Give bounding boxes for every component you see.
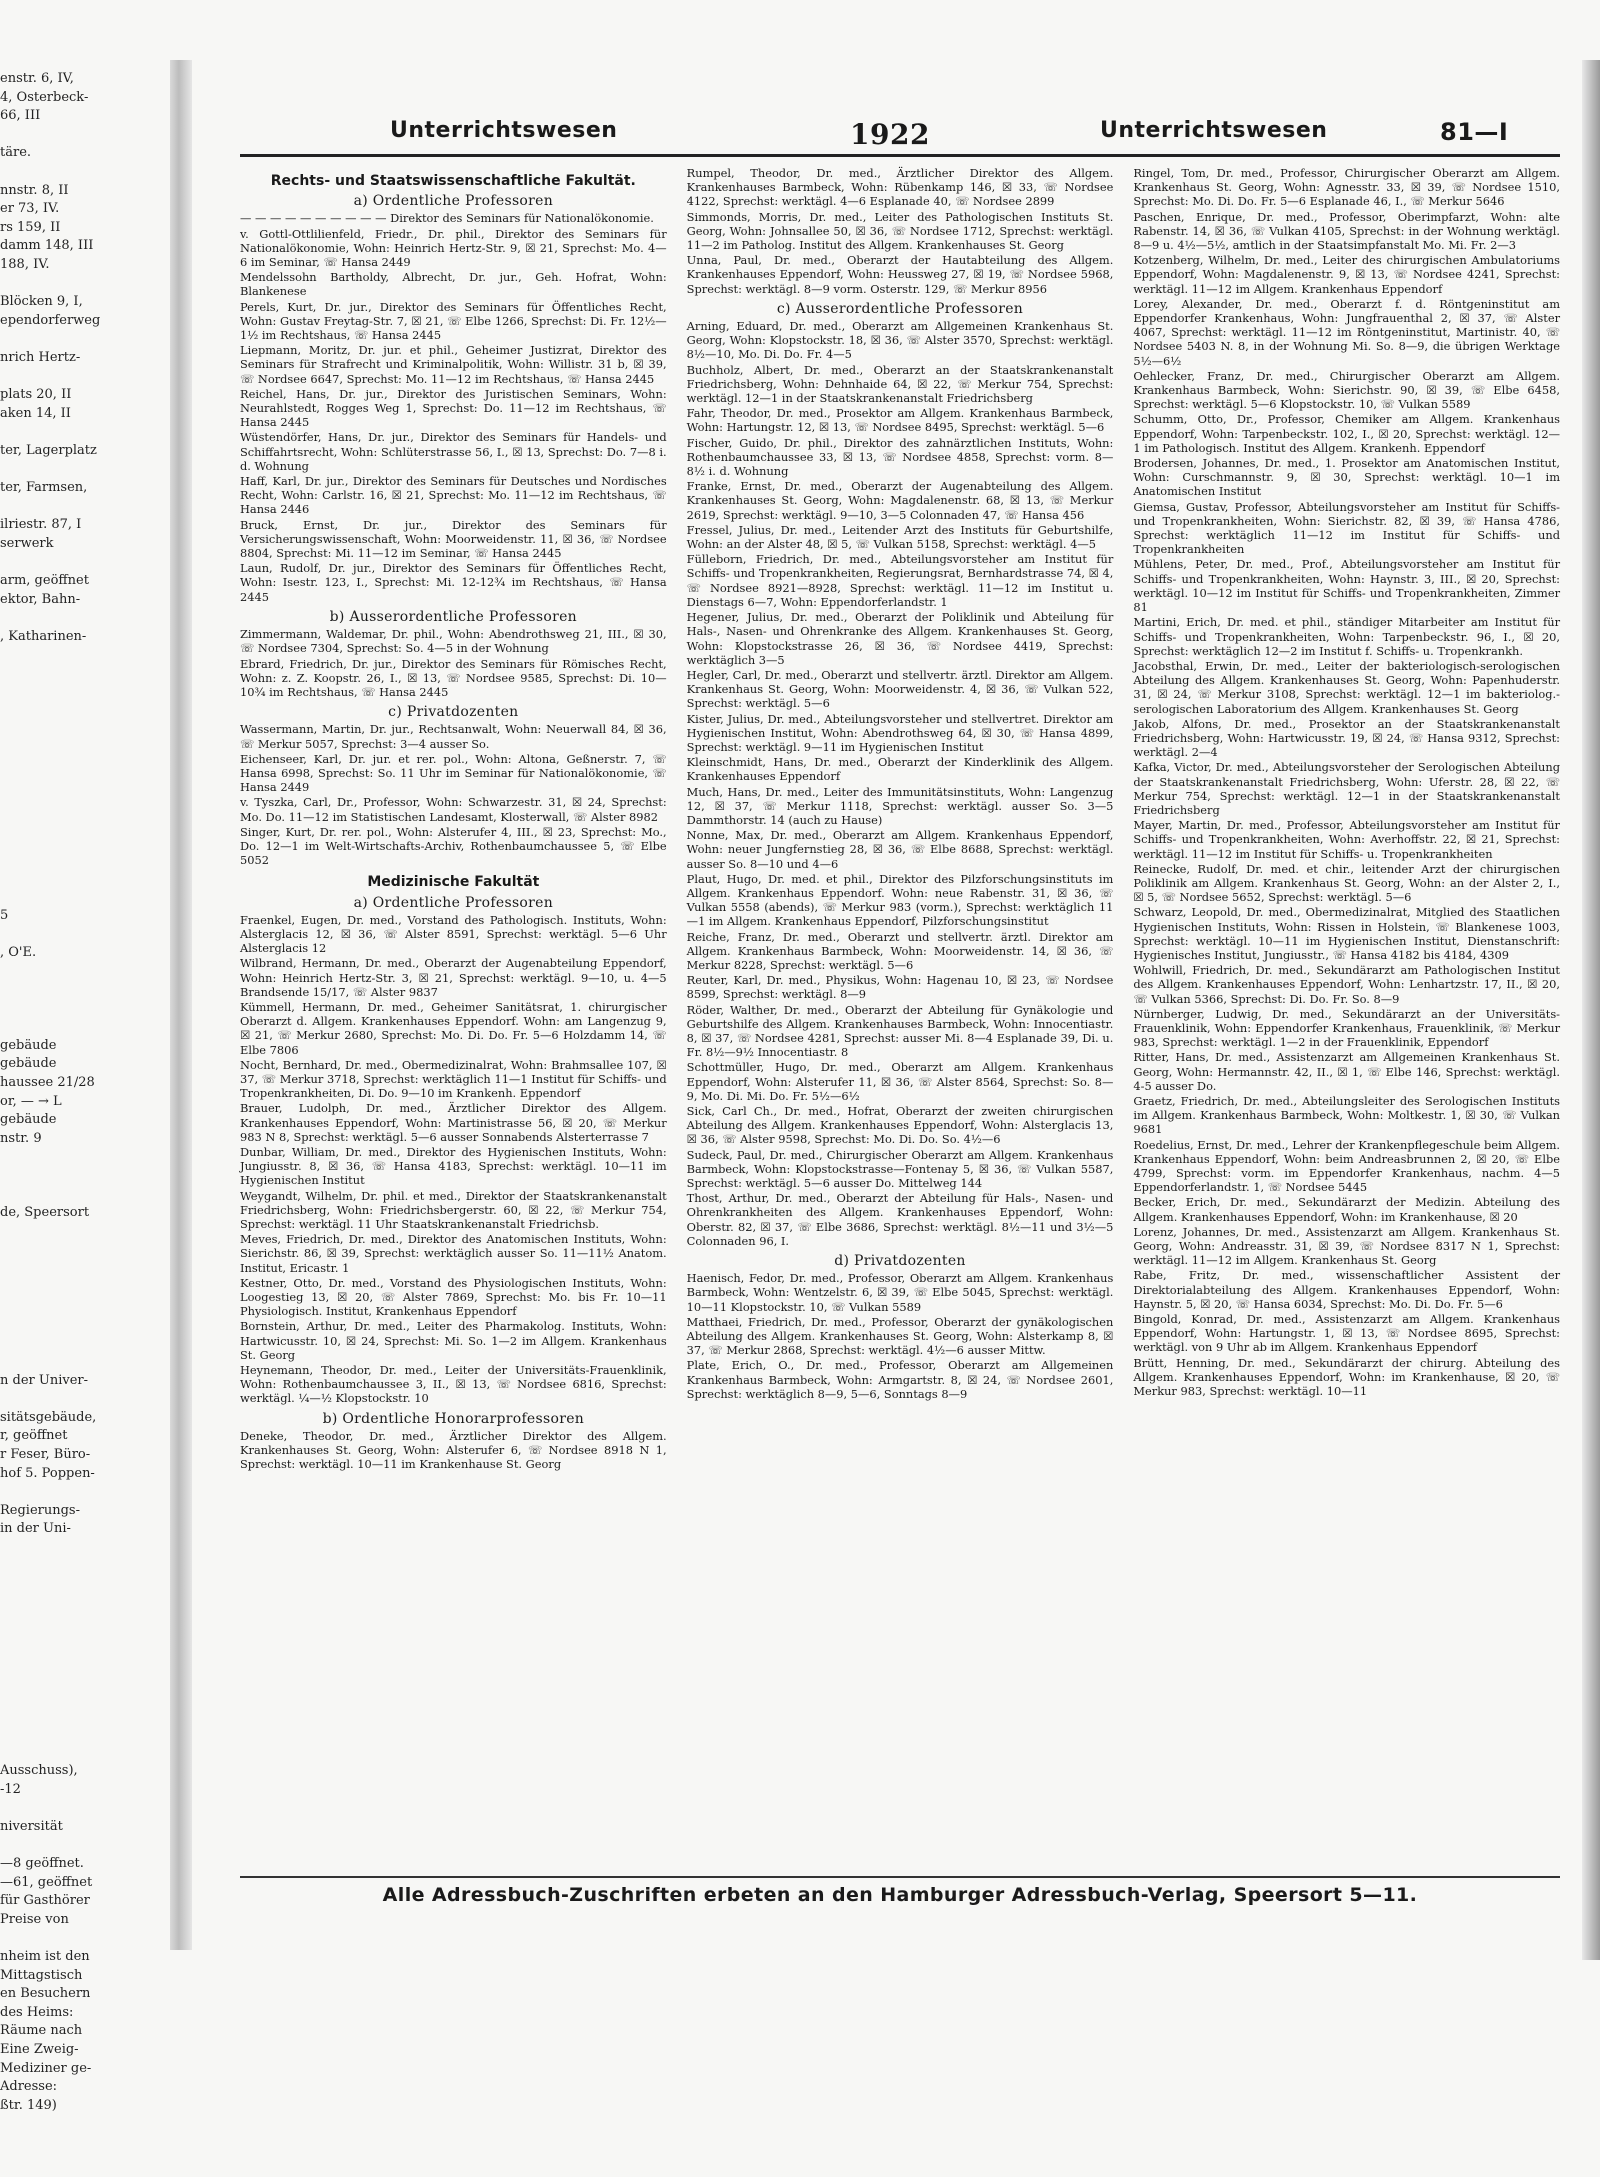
directory-entry: Reinecke, Rudolf, Dr. med. et chir., leitender Arzt der chirurgischen Poliklinik am Allgem. Krankenhaus St. Georg, Wohn: an der Alster 2, I., ☒ 5, ☏ Nordsee 5652, Sprechst: werktägl. 5—6 <box>1133 861 1561 905</box>
directory-entry: Sudeck, Paul, Dr. med., Chirurgischer Oberarzt am Allgem. Krankenhaus Barmbeck, Wohn: Klopstockstrasse—Fontenay 5, ☒ 36, ☏ Vulkan 5587, Sprechst: werktägl. 5—6 ausser Do. Mittelweg 144 <box>686 1147 1114 1191</box>
strip-line: ependorferweg <box>0 312 101 328</box>
directory-entry: Arning, Eduard, Dr. med., Oberarzt am Allgemeinen Krankenhaus St. Georg, Wohn: Klopstockstr. 18, ☒ 36, ☏ Alster 3570, Sprechst: werktägl. 8½—10, Mo. Di. Do. Fr. 4—5 <box>686 319 1114 362</box>
strip-line <box>0 1000 168 1019</box>
strip-line: gebäude <box>0 1056 57 1072</box>
directory-entry: Plaut, Hugo, Dr. med. et phil., Direktor des Pilzforschungsinstituts im Allgem. Krankenhaus Eppendorf. Wohn: neue Rabenstr. 31, ☒ 36, ☏ Vulkan 5558 (abends), ☏ Merkur 983 (vorm.), Sprechst: werktäglich 11—1 im Allgem. Krankenhaus Eppendorf, Pilzforschungsinstitut <box>686 871 1114 929</box>
directory-entry: — — — — — — — — — — Direktor des Seminars für Nationalökonomie. <box>240 211 654 226</box>
strip-line: ilriestr. 87, I <box>0 517 82 533</box>
directory-entry: Oehlecker, Franz, Dr. med., Chirurgischer Oberarzt am Allgem. Krankenhaus Barmbeck, Wohn: Sierichstr. 90, ☒ 39, ☏ Elbe 6458, Sprechst: werktägl. 5—6 Klopstockstr. 10, ☏ Vulkan 5589 <box>1133 368 1561 412</box>
strip-line: 5 <box>0 907 9 923</box>
directory-entry: Singer, Kurt, Dr. rer. pol., Wohn: Alsterufer 4, III., ☒ 23, Sprechst: Mo., Do. 12—1 im Welt-Wirtschafts-Archiv, Rothenbaumchaussee 5, ☏ Elbe 5052 <box>240 824 667 868</box>
strip-line: 188, IV. <box>0 256 50 272</box>
strip-line: serwerk <box>0 535 54 551</box>
strip-line: rs 159, II <box>0 219 61 235</box>
directory-entry: Fischer, Guido, Dr. phil., Direktor des zahnärztlichen Instituts, Wohn: Rothenbaumchaussee 33, ☒ 13, ☏ Nordsee 4858, Sprechst: vorm. 8—8½ i. d. Wohnung <box>686 435 1114 479</box>
strip-line <box>0 1706 168 1725</box>
strip-line <box>0 1595 168 1614</box>
strip-line: nnstr. 8, II <box>0 182 69 198</box>
directory-entry: Unna, Paul, Dr. med., Oberarzt der Hautabteilung des Allgem. Krankenhauses Eppendorf, Wohn: Heussweg 27, ☒ 19, ☏ Nordsee 5968, Sprechst: werktägl. 8—9 vorm. Osterstr. 129, ☏ Merkur 8956 <box>686 253 1114 296</box>
directory-entry: Brodersen, Johannes, Dr. med., 1. Prosektor am Anatomischen Institut, Wohn: Curschmannstr. 9, ☒ 30, Sprechst: werktägl. 10—1 im Anatomischen Institut <box>1133 456 1561 499</box>
directory-entry: Röder, Walther, Dr. med., Oberarzt der Abteilung für Gynäkologie und Geburtshilfe des Allgem. Krankenhauses Barmbeck, Wohn: Innocentiastr. 8, ☒ 37, ☏ Nordsee 4281, Sprechst: ausser Mi. 8—4 Esplanade 39, Di. u. Fr. 8½—9½ Innocentiastr. 8 <box>686 1002 1114 1060</box>
directory-entry: Jakob, Alfons, Dr. med., Prosektor an der Staatskrankenanstalt Friedrichsberg, Wohn: Hartwicusstr. 19, ☒ 24, ☏ Hansa 9312, Sprechst: werktägl. 2—4 <box>1133 716 1561 760</box>
strip-line <box>0 981 168 1000</box>
directory-entry: Franke, Ernst, Dr. med., Oberarzt der Augenabteilung des Allgem. Krankenhauses St. Georg, Wohn: Magdalenenstr. 68, ☒ 13, ☏ Merkur 2619, Sprechst: werktägl. 9—10, 3—5 Colonnaden 47, ☏ Hansa 456 <box>686 479 1114 522</box>
strip-line <box>0 368 168 387</box>
strip-line: gebäude <box>0 1037 57 1053</box>
strip-line: -12 <box>0 1781 21 1797</box>
directory-entry: Mendelssohn Bartholdy, Albrecht, Dr. jur., Geh. Hofrat, Wohn: Blankenese <box>240 270 667 299</box>
strip-line <box>0 1334 168 1353</box>
faculty-heading: Medizinische Fakultät <box>367 874 540 891</box>
directory-entry: Lorey, Alexander, Dr. med., Oberarzt f. d. Röntgeninstitut am Eppendorfer Krankenhaus, Wohn: Jungfrauenthal 2, ☒ 37, ☏ Alster 4067, Sprechst: werktägl. 11—12 im Röntgeninstitut, Martinistr. 40, ☏ Nordsee 5403 N. 8, in der Wohnung Mi. So. 8—9, die übrigen Werktage 5½—6½ <box>1133 296 1561 368</box>
directory-entry: Giemsa, Gustav, Professor, Abteilungsvorsteher am Institut für Schiffs- und Tropenkrankheiten, Wohn: Sierichstr. 82, ☒ 39, ☏ Hansa 4786, Sprechst: werktäglich 11—12 im Institut für Schiffs- und Tropenkrankheiten <box>1133 499 1561 557</box>
column-3 <box>1133 166 1560 1866</box>
strip-line <box>0 1725 168 1744</box>
strip-line <box>0 498 168 517</box>
directory-entry: Liepmann, Moritz, Dr. jur. et phil., Geheimer Justizrat, Direktor des Seminars für Strafrecht und Kriminalpolitik, Wohn: Willistr. 31 b, ☒ 39, ☏ Nordsee 6647, Sprechst: Mo. 11—12 im Rechtshaus, ☏ Hansa 2445 <box>240 343 667 386</box>
strip-line: ter, Farmsen, <box>0 480 88 496</box>
directory-entry: Bornstein, Arthur, Dr. med., Leiter des Pharmakolog. Instituts, Wohn: Hartwicusstr. 10, ☒ 24, Sprechst: Mi. So. 1—2 im Allgem. Krankenhaus St. Georg <box>240 1319 667 1362</box>
directory-entry: Rabe, Fritz, Dr. med., wissenschaftlicher Assistent der Direktorialabteilung des Allgem. Krankenhauses Eppendorf, Wohn: Haynstr. 5, ☒ 20, ☏ Hansa 6034, Sprechst: Mo. Di. Do. Fr. 5—6 <box>1133 1268 1561 1311</box>
strip-line: nrich Hertz- <box>0 349 81 365</box>
directory-entry: Hegler, Carl, Dr. med., Oberarzt und stellvertr. ärztl. Direktor am Allgem. Krankenhaus St. Georg, Wohn: Moorweidenstr. 4, ☒ 36, ☏ Vulkan 522, Sprechst: werktägl. 5—6 <box>686 667 1114 711</box>
directory-entry: Plate, Erich, O., Dr. med., Professor, Oberarzt am Allgemeinen Krankenhaus Barmbeck, Wohn: Armgartstr. 8, ☒ 24, ☏ Nordsee 2601, Sprechst: werktäglich 8—9, 5—6, Sonntags 8—9 <box>686 1358 1114 1401</box>
directory-entry: Reichel, Hans, Dr. jur., Direktor des Juristischen Seminars, Wohn: Neurahlstedt, Rogges Weg 1, Sprechst: Do. 11—12 im Rechtshaus, ☏ Hansa 2445 <box>240 386 667 430</box>
strip-line <box>0 1390 168 1409</box>
directory-entry: v. Gottl-Ottlilienfeld, Friedr., Dr. phil., Direktor des Seminars für Nationalökonomie, Wohn: Heinrich Hertz-Str. 9, ☒ 21, Sprechst: Mo. 4—6 im Seminar, ☏ Hansa 2449 <box>240 226 667 270</box>
directory-entry: Jacobsthal, Erwin, Dr. med., Leiter der bakteriologisch-serologischen Abteilung des Allgem. Krankenhauses St. Georg, Wohn: Papenhuderstr. 31, ☒ 24, ☏ Merkur 3108, Sprechst: werktägl. 12—1 im bakteriolog.-serologischen Laboratorium des Allgem. Krankenhauses St. Georg <box>1133 658 1561 716</box>
strip-line <box>0 1279 168 1298</box>
directory-entry: Meves, Friedrich, Dr. med., Direktor des Anatomischen Instituts, Wohn: Sierichstr. 86, ☒ 39, Sprechst: werktäglich ausser So. 11—11½ Anatom. Institut, Ericastr. 1 <box>240 1232 667 1275</box>
directory-entry: v. Tyszka, Carl, Dr., Professor, Wohn: Schwarzestr. 31, ☒ 24, Sprechst: Mo. Do. 11—12 im Statistischen Landesamt, Klosterwall, ☏ Alster 8982 <box>240 795 667 824</box>
strip-line: für Gasthörer <box>0 1893 90 1909</box>
directory-entry: Zimmermann, Waldemar, Dr. phil., Wohn: Abendrothsweg 21, III., ☒ 30, ☏ Nordsee 7304, Sprechst: So. 4—5 in der Wohnung <box>240 627 667 656</box>
strip-line: hof 5. Poppen- <box>0 1465 95 1481</box>
strip-line: ektor, Bahn- <box>0 591 81 607</box>
strip-line <box>0 1576 168 1595</box>
directory-entry: Mayer, Martin, Dr. med., Professor, Abteilungsvorsteher am Institut für Schiffs- und Tropenkrankheiten, Wohn: Averhoffstr. 22, ☒ 21, Sprechst: werktägl. 11—12 im Institut für Schiffs- u. Tropenkrankheiten <box>1133 818 1561 861</box>
directory-entry: Fraenkel, Eugen, Dr. med., Vorstand des Pathologisch. Instituts, Wohn: Alsterglacis 12, ☒ 36, ☏ Alster 8591, Sprechst: werktägl. 5—6 Uhr Alsterglacis 12 <box>240 912 667 956</box>
directory-entry: Mühlens, Peter, Dr. med., Prof., Abteilungsvorsteher am Institut für Schiffs- und Tropenkrankheiten, Wohn: Haynstr. 3, III., ☒ 20, Sprechst: werktägl. 10—12 im Institut für Schiffs- und Tropenkrankheiten, Zimmer 81 <box>1133 557 1561 615</box>
section-heading: b) Ordentliche Honorarprofessoren <box>322 1410 585 1427</box>
section-heading: a) Ordentliche Professoren <box>353 193 554 210</box>
directory-entry: Ebrard, Friedrich, Dr. jur., Direktor des Seminars für Römisches Recht, Wohn: z. Z. Koopstr. 26, I., ☒ 13, ☏ Nordsee 9585, Sprechst: Di. 10—10¾ im Rechtshaus, ☏ Hansa 2445 <box>240 656 667 699</box>
directory-entry: Brütt, Henning, Dr. med., Sekundärarzt der chirurg. Abteilung des Allgem. Krankenhauses Eppendorf, Wohn: im Krankenhause, ☒ 20, ☏ Merkur 983, Sprechst: werktägl. 10—11 <box>1133 1355 1561 1399</box>
directory-entry: Kister, Julius, Dr. med., Abteilungsvorsteher und stellvertret. Direktor am Hygienischen Institut, Wohn: Abendrothsweg 64, ☒ 30, ☏ Hansa 4899, Sprechst: werktägl. 9—11 im Hygienischen Institut <box>686 711 1114 754</box>
strip-line <box>0 1613 168 1632</box>
strip-line: Blöcken 9, I, <box>0 294 83 310</box>
directory-entry: Reiche, Franz, Dr. med., Oberarzt und stellvertr. ärztl. Direktor am Allgem. Krankenhaus Barmbeck, Wohn: Moorweidenstr. 14, ☒ 36, ☏ Merkur 8228, Sprechst: werktägl. 5—6 <box>686 929 1114 972</box>
strip-line <box>0 702 168 721</box>
section-heading: c) Ausserordentliche Professoren <box>776 300 1024 317</box>
strip-line: , Katharinen- <box>0 628 87 644</box>
strip-line: plats 20, II <box>0 387 72 403</box>
strip-line <box>0 925 168 944</box>
directory-entry: Ringel, Tom, Dr. med., Professor, Chirurgischer Oberarzt am Allgem. Krankenhaus St. Georg, Wohn: Agnesstr. 33, ☒ 39, ☏ Nordsee 1510, Sprechst: Mo. Di. Do. Fr. 5—6 Esplanade 46, I., ☏ Merkur 5646 <box>1133 166 1561 209</box>
strip-line <box>0 1260 168 1279</box>
page-number: 81—I <box>1440 118 1509 146</box>
strip-line: de, Speersort <box>0 1205 90 1221</box>
directory-entry: Fahr, Theodor, Dr. med., Prosektor am Allgem. Krankenhaus Barmbeck, Wohn: Hartungstr. 12, ☒ 13, ☏ Nordsee 8495, Sprechst: werktägl. 5—6 <box>686 406 1114 435</box>
directory-entry: Paschen, Enrique, Dr. med., Professor, Oberimpfarzt, Wohn: alte Rabenstr. 14, ☒ 36, ☏ Vulkan 4105, Sprechst: in der Wohnung werktägl. 8—9 u. 4½—5½, amtlich in der Staatsimpfanstalt Mo. Mi. Fr. 2—3 <box>1133 209 1561 253</box>
running-head-left: Unterrichtswesen <box>390 118 618 143</box>
strip-line <box>0 163 168 182</box>
directory-entry: Kafka, Victor, Dr. med., Abteilungsvorsteher der Serologischen Abteilung der Staatskrankenanstalt Friedrichsberg, Wohn: Uferstr. 28, ☒ 22, ☏ Merkur 754, Sprechst: werktägl. 12—1 in der Staatskrankenanstalt Friedrichsberg <box>1133 760 1561 817</box>
directory-entry: Becker, Erich, Dr. med., Sekundärarzt der Medizin. Abteilung des Allgem. Krankenhauses Eppendorf, Wohn: im Krankenhause, ☒ 20 <box>1133 1195 1561 1224</box>
directory-entry: Roedelius, Ernst, Dr. med., Lehrer der Krankenpflegeschule beim Allgem. Krankenhaus Eppendorf, Wohn: beim Andreasbrunnen 2, ☒ 20, ☏ Elbe 4799, Sprechst: vorm. im Eppendorfer Krankenhaus, nachm. 4—5 Eppendorferlandstr. 1, ☏ Nordsee 5445 <box>1133 1137 1561 1195</box>
footer-notice: Alle Adressbuch-Zuschriften erbeten an den Hamburger Adressbuch-Verlag, Speersort 5—11. <box>240 1876 1560 1906</box>
directory-entry: Deneke, Theodor, Dr. med., Ärztlicher Direktor des Allgem. Krankenhauses St. Georg, Wohn: Alsterufer 6, ☏ Nordsee 8918 N 1, Sprechst: werktägl. 10—11 im Krankenhause St. Georg <box>240 1428 667 1472</box>
directory-entry: Haff, Karl, Dr. jur., Direktor des Seminars für Deutsches und Nordisches Recht, Wohn: Carlstr. 16, ☒ 21, Sprechst: Mo. 11—12 im Rechtshaus, ☏ Hansa 2446 <box>240 474 667 517</box>
directory-entry: Schottmüller, Hugo, Dr. med., Oberarzt am Allgem. Krankenhaus Eppendorf, Wohn: Alsterufer 11, ☒ 36, ☏ Alster 8564, Sprechst: So. 8—9, Mo. Di. Mi. Do. Fr. 5½—6½ <box>686 1060 1114 1103</box>
directory-entry: Nonne, Max, Dr. med., Oberarzt am Allgem. Krankenhaus Eppendorf, Wohn: neuer Jungfernstieg 28, ☒ 36, ☏ Elbe 8688, Sprechst: werktägl. ausser So. 8—10 und 4—6 <box>686 828 1114 871</box>
strip-line: niversität <box>0 1818 63 1834</box>
strip-line: des Heims: <box>0 2004 74 2020</box>
directory-entry: Brauer, Ludolph, Dr. med., Ärztlicher Direktor des Allgem. Krankenhauses Eppendorf, Wohn: Martinistrasse 56, ☒ 20, ☏ Merkur 983 N 8, Sprechst: werktägl. 5—6 ausser Sonnabends Alsterterrasse 7 <box>240 1101 667 1144</box>
strip-line <box>0 1669 168 1688</box>
strip-line <box>0 1353 168 1372</box>
strip-line: nstr. 9 <box>0 1130 42 1146</box>
strip-line: Mediziner ge- <box>0 2060 92 2076</box>
strip-line: sitätsgebäude, <box>0 1409 97 1425</box>
directory-entry: Kotzenberg, Wilhelm, Dr. med., Leiter des chirurgischen Ambulatoriums Eppendorf, Wohn: Magdalenenstr. 9, ☒ 13, ☏ Nordsee 4241, Sprechst: werktägl. 11—12 im Allgem. Krankenhaus Eppendorf <box>1133 253 1561 296</box>
strip-line <box>0 1167 168 1186</box>
directory-entry: Wohlwill, Friedrich, Dr. med., Sekundärarzt am Pathologischen Institut des Allgem. Krankenhauses Eppendorf, Wohn: Lenhartzstr. 17, II., ☒ 20, ☏ Vulkan 5366, Sprechst: Di. Do. Fr. So. 8—9 <box>1133 963 1561 1006</box>
strip-line: aken 14, II <box>0 405 71 421</box>
strip-line <box>0 1316 168 1335</box>
directory-entry: Bingold, Konrad, Dr. med., Assistenzarzt am Allgem. Krankenhaus Eppendorf, Wohn: Hartungstr. 1, ☒ 13, ☏ Nordsee 8695, Sprechst: werktägl. von 9 Uhr ab im Allgem. Krankenhaus Eppendorf <box>1133 1312 1561 1355</box>
strip-line <box>0 460 168 479</box>
strip-line <box>0 1018 168 1037</box>
directory-entry: Haenisch, Fedor, Dr. med., Professor, Oberarzt am Allgem. Krankenhaus Barmbeck, Wohn: Wentzelstr. 6, ☒ 39, ☏ Elbe 5045, Sprechst: werktägl. 10—11 Klopstockstr. 10, ☏ Vulkan 5589 <box>686 1271 1114 1314</box>
directory-entry: Kestner, Otto, Dr. med., Vorstand des Physiologischen Instituts, Wohn: Loogestieg 13, ☒ 20, ☏ Alster 7869, Sprechst: Mo. bis Fr. 10—11 Physiologisch. Institut, Krankenhaus Eppendorf <box>240 1275 667 1319</box>
strip-line: täre. <box>0 145 32 161</box>
strip-line <box>0 1688 168 1707</box>
section-heading: a) Ordentliche Professoren <box>353 894 554 911</box>
strip-line <box>0 1929 168 1948</box>
directory-entry: Wüstendörfer, Hans, Dr. jur., Direktor des Seminars für Handels- und Schiffahrtsrecht, Wohn: Schlüterstrasse 56, I., ☒ 13, Sprechst: Do. 7—8 i. d. Wohnung <box>240 430 667 473</box>
directory-entry: Hegener, Julius, Dr. med., Oberarzt der Poliklinik und Abteilung für Hals-, Nasen- und Ohrenkranke des Allgem. Krankenhauses St. Georg, Wohn: Klopstockstrasse 26, ☒ 36, ☏ Nordsee 4419, Sprechst: werktäglich 3—5 <box>686 610 1114 667</box>
strip-line <box>0 423 168 442</box>
strip-line: in der Uni- <box>0 1521 71 1537</box>
strip-line <box>0 1539 168 1558</box>
directory-entry: Nocht, Bernhard, Dr. med., Obermedizinalrat, Wohn: Brahmsallee 107, ☒ 37, ☏ Merkur 3718, Sprechst: werktäglich 11—1 Institut für Schiffs- und Tropenkrankheiten, Di. Do. 9—10 im Krankenh. Eppendorf <box>240 1057 667 1101</box>
strip-line: ter, Lagerplatz <box>0 442 97 458</box>
strip-line <box>0 832 168 851</box>
directory-entry: Fressel, Julius, Dr. med., Leitender Arzt des Instituts für Geburtshilfe, Wohn: an der Alster 48, ☒ 5, ☏ Vulkan 5158, Sprechst: werktägl. 4—5 <box>686 522 1114 552</box>
strip-line: n der Univer- <box>0 1372 88 1388</box>
directory-entry: Wilbrand, Hermann, Dr. med., Oberarzt der Augenabteilung Eppendorf, Wohn: Heinrich Hertz-Str. 3, ☒ 21, Sprechst: werktägl. 9—10, u. 4—5 Brandsende 15/17, ☏ Alster 9837 <box>240 956 667 999</box>
strip-line: en Besuchern <box>0 1986 91 2002</box>
strip-line <box>0 1297 168 1316</box>
strip-line: 66, III <box>0 108 41 124</box>
strip-line <box>0 684 168 703</box>
strip-line: r, geöffnet <box>0 1428 68 1444</box>
strip-line: enstr. 6, IV, <box>0 71 74 86</box>
strip-line: ßtr. 149) <box>0 2097 57 2113</box>
strip-line: er 73, IV. <box>0 201 60 217</box>
strip-line <box>0 275 168 294</box>
strip-line: r Feser, Büro- <box>0 1446 91 1462</box>
directory-entry: Kleinschmidt, Hans, Dr. med., Oberarzt der Kinderklinik des Allgem. Krankenhauses Eppendorf <box>686 755 1114 784</box>
strip-line: Mittagstisch <box>0 1967 83 1983</box>
strip-line <box>0 553 168 572</box>
directory-entry: Martini, Erich, Dr. med. et phil., ständiger Mitarbeiter am Institut für Schiffs- und Tropenkrankheiten, Wohn: Tarpenbeckstr. 96, I., ☒ 20, Sprechst: werktäglich 12—2 im Institut f. Schiffs- u. Tropenkrankh. <box>1133 615 1561 658</box>
strip-line <box>0 665 168 684</box>
strip-line <box>0 1836 168 1855</box>
directory-entry: Schwarz, Leopold, Dr. med., Obermedizinalrat, Mitglied des Staatlichen Hygienischen Instituts, Wohn: Rissen in Holstein, ☏ Blankenese 1003, Sprechst: werktägl. 10—11 im Hygienischen Institut, Dienstanschrift: Hygienisches Institut, Jungiusstr., ☏ Hansa 4182 bis 4184, 4309 <box>1133 905 1561 962</box>
strip-line: arm, geöffnet <box>0 573 89 589</box>
strip-line <box>0 1148 168 1167</box>
strip-line <box>0 1223 168 1242</box>
strip-line <box>0 646 168 665</box>
directory-entry: Simmonds, Morris, Dr. med., Leiter des Pathologischen Instituts St. Georg, Wohn: Johnsallee 50, ☒ 36, ☏ Nordsee 1712, Sprechst: werktägl. 11—2 im Patholog. Institut des Allgem. Krankenhauses St. Georg <box>686 209 1114 253</box>
strip-line <box>0 1241 168 1260</box>
strip-line: 4, Osterbeck- <box>0 89 89 105</box>
strip-line <box>0 795 168 814</box>
running-head-right: Unterrichtswesen <box>1100 118 1328 143</box>
strip-line: Regierungs- <box>0 1502 80 1518</box>
strip-line <box>0 1632 168 1651</box>
header-rule <box>240 154 1560 157</box>
page-edge <box>1582 60 1600 1960</box>
strip-line: —61, geöffnet <box>0 1874 93 1890</box>
directory-entry: Thost, Arthur, Dr. med., Oberarzt der Abteilung für Hals-, Nasen- und Ohrenkrankheiten des Allgem. Krankenhauses Eppendorf, Wohn: Oberstr. 82, ☒ 37, ☏ Elbe 3686, Sprechst: werktägl. 8½—11 und 3½—5 Colonnaden 96, I. <box>686 1191 1114 1248</box>
running-head-year: 1922 <box>850 118 930 151</box>
strip-line: damm 148, III <box>0 238 94 254</box>
section-heading: d) Privatdozenten <box>834 1253 966 1270</box>
strip-line: Adresse: <box>0 2079 58 2095</box>
strip-line <box>0 126 168 145</box>
directory-entry: Lorenz, Johannes, Dr. med., Assistenzarzt am Allgem. Krankenhaus St. Georg, Wohn: Andreasstr. 31, ☒ 39, ☏ Nordsee 8317 N 1, Sprechst: werktägl. 11—12 im Allgem. Krankenhaus St. Georg <box>1133 1224 1561 1268</box>
directory-entry: Laun, Rudolf, Dr. jur., Direktor des Seminars für Öffentliches Recht, Wohn: Isestr. 123, I., Sprechst: Mi. 12-12¾ im Rechtshaus, ☏ Hansa 2445 <box>240 561 667 604</box>
directory-entry: Ritter, Hans, Dr. med., Assistenzarzt am Allgemeinen Krankenhaus St. Georg, Wohn: Hermannstr. 42, II., ☒ 1, ☏ Elbe 146, Sprechst: werktägl. 4-5 ausser Do. <box>1133 1050 1561 1093</box>
strip-line <box>0 1799 168 1818</box>
directory-entry: Heynemann, Theodor, Dr. med., Leiter der Universitäts-Frauenklinik, Wohn: Rothenbaumchaussee 3, II., ☒ 13, ☏ Nordsee 6816, Sprechst: werktägl. ¼—½ Klopstockstr. 10 <box>240 1363 667 1406</box>
section-heading: b) Ausserordentliche Professoren <box>329 608 577 625</box>
directory-entry: Bruck, Ernst, Dr. jur., Direktor des Seminars für Versicherungswissenschaft, Wohn: Moorweidenstr. 11, ☒ 36, ☏ Nordsee 8804, Sprechst: Mi. 11—12 im Seminar, ☏ Hansa 2445 <box>240 517 667 561</box>
column-2 <box>687 166 1114 1866</box>
directory-entry: Rumpel, Theodor, Dr. med., Ärztlicher Direktor des Allgem. Krankenhauses Barmbeck, Wohn: Rübenkamp 146, ☒ 33, ☏ Nordsee 4122, Sprechst: werktägl. 4—6 Esplanade 40, ☏ Nordsee 2899 <box>686 166 1114 209</box>
strip-line <box>0 851 168 870</box>
directory-page <box>240 100 1560 1930</box>
strip-line <box>0 963 168 982</box>
directory-entry: Perels, Kurt, Dr. jur., Direktor des Seminars für Öffentliches Recht, Wohn: Gustav Freytag-Str. 7, ☒ 21, ☏ Elbe 1266, Sprechst: Di. Fr. 12½—1½ im Rechtshaus, ☏ Hansa 2445 <box>240 299 667 343</box>
directory-entry: Matthaei, Friedrich, Dr. med., Professor, Oberarzt der gynäkologischen Abteilung des Allgem. Krankenhauses St. Georg, Wohn: Alsterkamp 8, ☒ 37, ☏ Merkur 2868, Sprechst: werktägl. 4½—6 ausser Mittw. <box>686 1314 1114 1358</box>
strip-line <box>0 888 168 907</box>
strip-line: , O'E. <box>0 944 37 960</box>
strip-line <box>0 758 168 777</box>
strip-line <box>0 1558 168 1577</box>
strip-line: Ausschuss), <box>0 1763 78 1779</box>
strip-line <box>0 721 168 740</box>
column-1 <box>240 166 667 1866</box>
section-heading: c) Privatdozenten <box>388 704 519 721</box>
directory-entry: Sick, Carl Ch., Dr. med., Hofrat, Oberarzt der zweiten chirurgischen Abteilung des Allgem. Krankenhauses Eppendorf, Wohn: Alsterglacis 13, ☒ 36, ☏ Alster 9598, Sprechst: Mo. Di. Do. So. 4½—6 <box>686 1104 1114 1147</box>
strip-line: or, — → L <box>0 1093 62 1109</box>
directory-entry: Fülleborn, Friedrich, Dr. med., Abteilungsvorsteher am Institut für Schiffs- und Tropenkrankheiten, Regierungsrat, Bernhardstrasse 74, ☒ 4, ☏ Nordsee 8921—8928, Sprechst: werktägl. 11—12 im Institut u. Dienstags 6—7, Wohn: Eppendorferlandstr. 1 <box>686 552 1114 609</box>
strip-line <box>0 870 168 889</box>
adjacent-page-strip <box>0 70 168 2113</box>
text-columns <box>240 166 1560 1866</box>
directory-entry: Nürnberger, Ludwig, Dr. med., Sekundärarzt an der Universitäts-Frauenklinik, Wohn: Eppendorfer Krankenhaus, Frauenklinik, ☏ Merkur 983, Sprechst: werktägl. 1—2 in der Frauenklinik, Eppendorf <box>1133 1006 1561 1050</box>
strip-line <box>0 1186 168 1205</box>
strip-line <box>0 609 168 628</box>
directory-entry: Kümmell, Hermann, Dr. med., Geheimer Sanitätsrat, 1. chirurgischer Oberarzt d. Allgem. Krankenhauses Eppendorf. Wohn: am Langenzug 9, ☒ 21, ☏ Merkur 2680, Sprechst: Mo. Di. Do. Fr. 5—6 Holzdamm 14, ☏ Elbe 7806 <box>240 999 667 1057</box>
strip-line: nheim ist den <box>0 1948 90 1964</box>
strip-line: gebäude <box>0 1112 57 1128</box>
directory-entry: Eichenseer, Karl, Dr. jur. et rer. pol., Wohn: Altona, Geßnerstr. 7, ☏ Hansa 6998, Sprechst: So. 11 Uhr im Seminar für Nationalökonomie, ☏ Hansa 2449 <box>240 751 667 795</box>
running-head <box>240 118 1560 152</box>
strip-line <box>0 739 168 758</box>
directory-entry: Reuter, Karl, Dr. med., Physikus, Wohn: Hagenau 10, ☒ 23, ☏ Nordsee 8599, Sprechst: werktägl. 8—9 <box>686 973 1114 1002</box>
directory-entry: Dunbar, William, Dr. med., Direktor des Hygienischen Instituts, Wohn: Jungiusstr. 8, ☒ 36, ☏ Hansa 4183, Sprechst: werktägl. 10—11 im Hygienischen Institut <box>240 1145 667 1188</box>
directory-entry: Weygandt, Wilhelm, Dr. phil. et med., Direktor der Staatskrankenanstalt Friedrichsberg, Wohn: Friedrichsbergerstr. 60, ☒ 22, ☏ Merkur 754, Sprechst: werktägl. 11 Uhr Staatskrankenanstalt Friedrichsb. <box>240 1188 667 1232</box>
strip-line <box>0 1483 168 1502</box>
directory-entry: Wassermann, Martin, Dr. jur., Rechtsanwalt, Wohn: Neuerwall 84, ☒ 36, ☏ Merkur 5057, Sprechst: 3—4 ausser So. <box>240 722 667 751</box>
strip-line: haussee 21/28 <box>0 1075 95 1091</box>
book-gutter <box>170 60 192 1950</box>
strip-line <box>0 814 168 833</box>
strip-line <box>0 330 168 349</box>
strip-line: Preise von <box>0 1911 69 1927</box>
directory-entry: Graetz, Friedrich, Dr. med., Abteilungsleiter des Serologischen Instituts im Allgem. Krankenhaus Barmbeck, Wohn: Moltkestr. 1, ☒ 30, ☏ Vulkan 9681 <box>1133 1094 1561 1137</box>
directory-entry: Schumm, Otto, Dr., Professor, Chemiker am Allgem. Krankenhaus Eppendorf, Wohn: Tarpenbeckstr. 102, I., ☒ 20, Sprechst: werktägl. 12—1 im Pathologisch. Institut des Allgem. Krankenh. Eppendorf <box>1133 412 1561 455</box>
strip-line <box>0 777 168 796</box>
strip-line: Räume nach <box>0 2023 83 2039</box>
strip-line: —8 geöffnet. <box>0 1856 84 1871</box>
directory-entry: Buchholz, Albert, Dr. med., Oberarzt an der Staatskrankenanstalt Friedrichsberg, Wohn: Dehnhaide 64, ☒ 22, ☏ Merkur 754, Sprechst: werktägl. 12—1 in der Staatskrankenanstalt Friedrichsberg <box>686 362 1114 406</box>
strip-line: Eine Zweig- <box>0 2041 79 2057</box>
directory-entry: Much, Hans, Dr. med., Leiter des Immunitätsinstituts, Wohn: Langenzug 12, ☒ 37, ☏ Merkur 1118, Sprechst: werktägl. ausser So. 3—5 Dammthorstr. 14 (auch zu Hause) <box>686 784 1114 827</box>
strip-line <box>0 1650 168 1669</box>
strip-line <box>0 1743 168 1762</box>
faculty-heading: Rechts- und Staatswissenschaftliche Fakultät. <box>270 173 636 189</box>
